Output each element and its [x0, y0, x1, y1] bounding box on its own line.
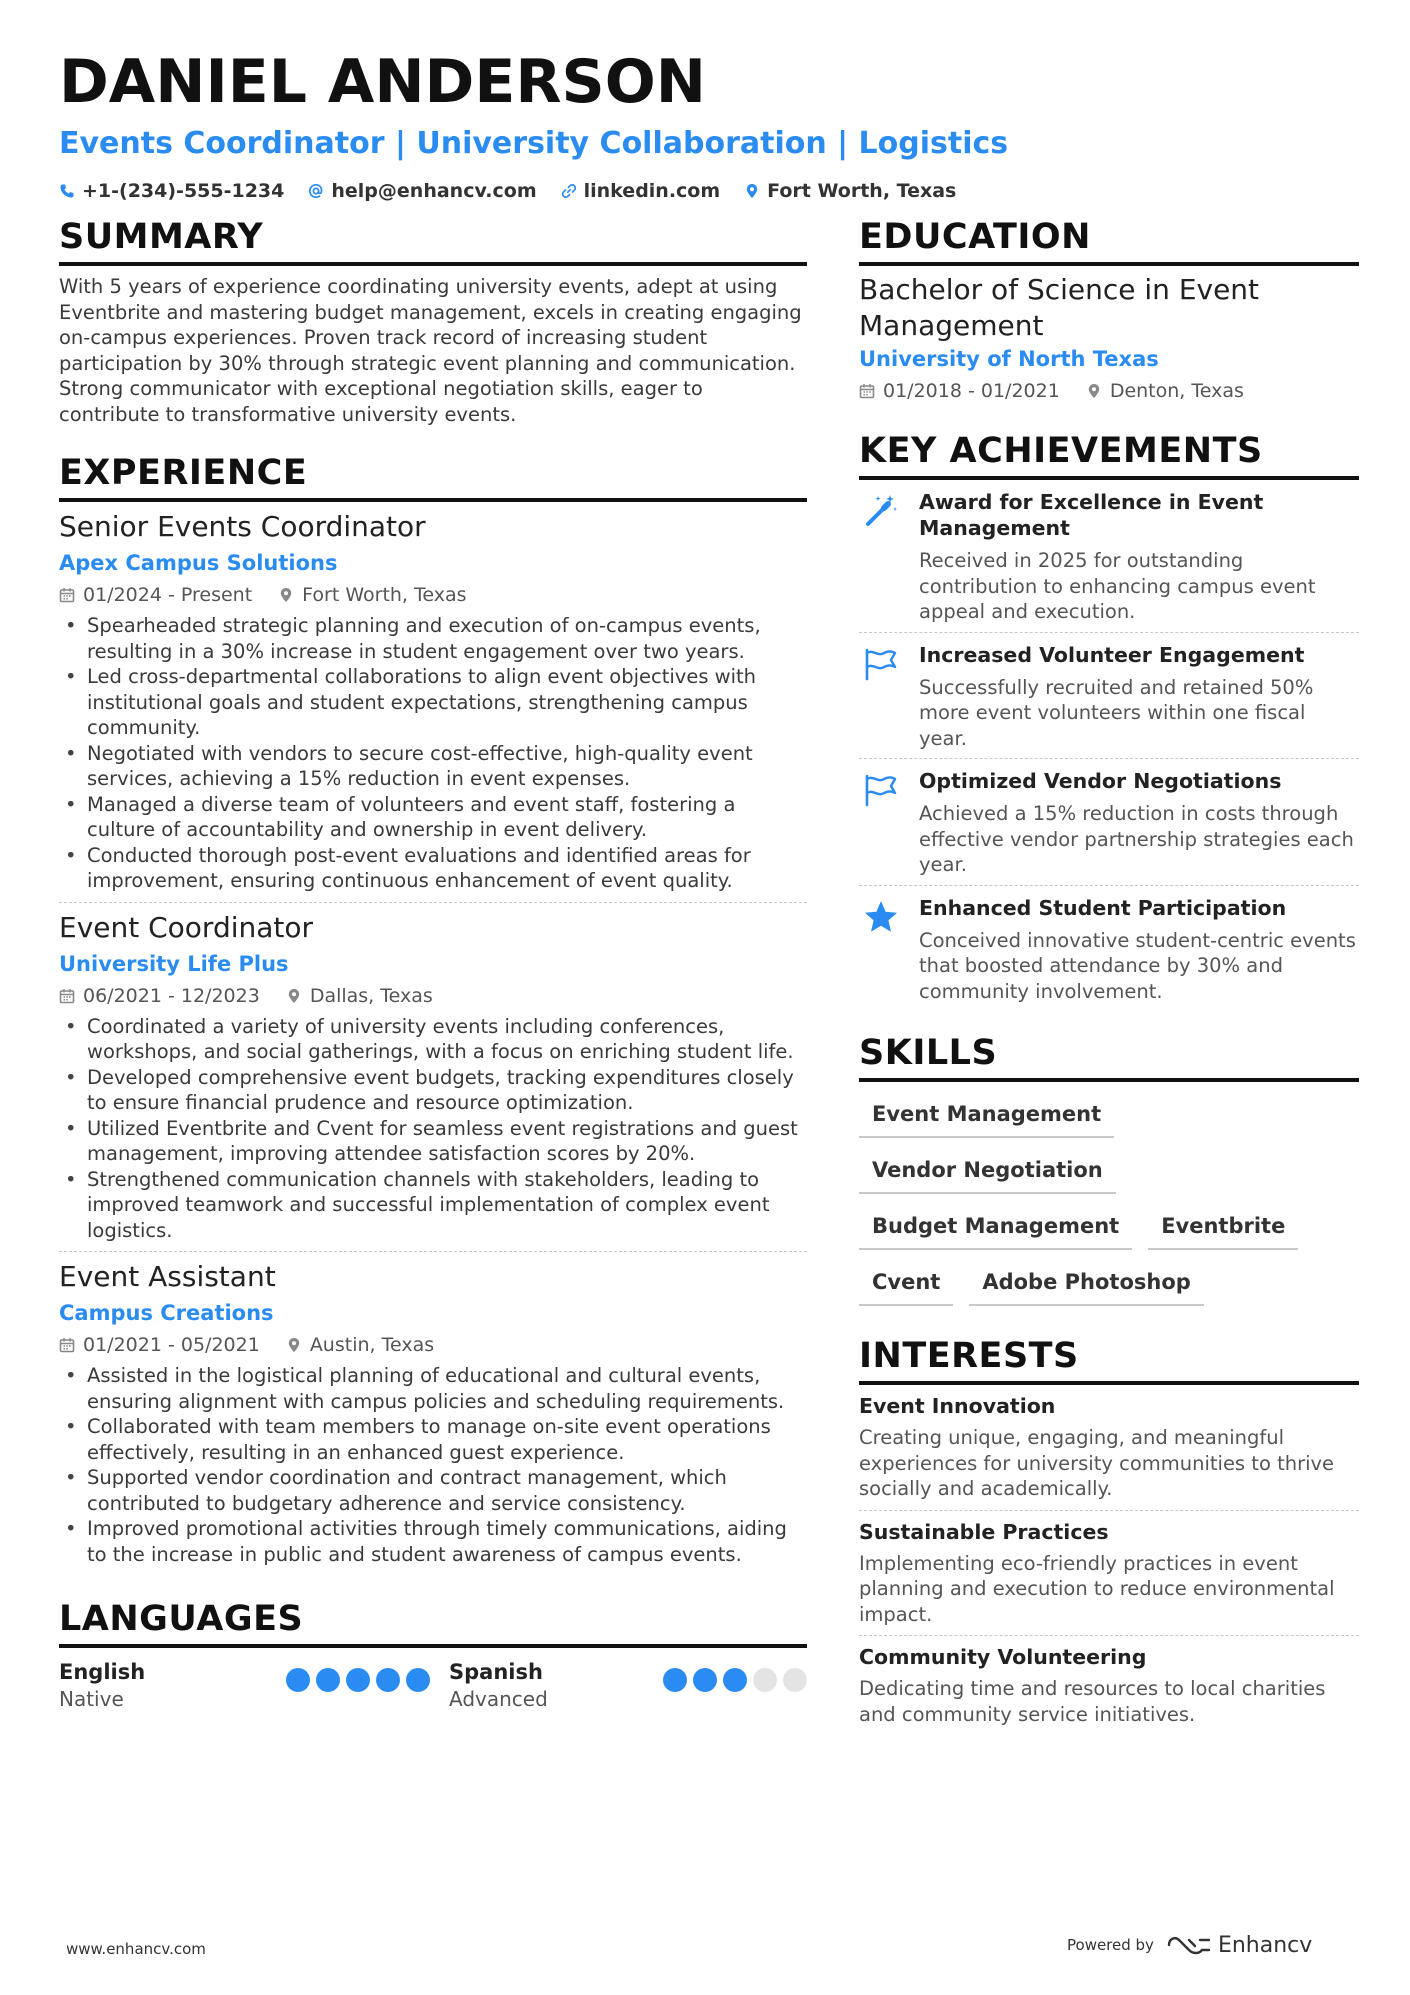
magic-wand-icon [859, 489, 903, 625]
job-dates [59, 982, 260, 1010]
language-text [449, 1658, 548, 1712]
education-dates [859, 377, 1060, 405]
star-icon [859, 895, 903, 1005]
footer-website[interactable]: www.enhancv.com [66, 1940, 206, 1958]
location-pin-icon [278, 586, 294, 604]
link-icon [561, 182, 577, 200]
achievements-section [859, 429, 1359, 1011]
right-column [859, 215, 1359, 1735]
location-pin-icon [286, 1336, 302, 1354]
interests-section [859, 1334, 1359, 1735]
job-dates [59, 581, 252, 609]
education-school: University of North Texas [859, 347, 1159, 371]
job-bullet: • Improved promotional activities through timely communications, aiding to the increase in public and student awareness of campus events. [59, 1516, 807, 1567]
job-title: Senior Events Coordinator [59, 510, 426, 543]
interest-desc: Dedicating time and resources to local charities and community service initiatives. [859, 1677, 1326, 1726]
job-bullet: • Led cross-departmental collaborations to align event objectives with institutional goals and student expectations, strengthening campus community. [59, 664, 807, 741]
achievement-item [859, 885, 1359, 1012]
job-location [286, 982, 433, 1010]
flag-icon [859, 768, 903, 878]
calendar-icon [59, 1336, 75, 1354]
achievement-title: Award for Excellence in Event Management [919, 490, 1264, 540]
enhancv-logo-icon [1166, 1932, 1212, 1958]
achievement-title: Increased Volunteer Engagement [919, 642, 1305, 667]
job-bullets [59, 1014, 807, 1244]
languages-heading: LANGUAGES [59, 1597, 807, 1648]
interest-desc: Implementing eco-friendly practices in event planning and execution to reduce environmental impact. [859, 1551, 1335, 1626]
achievement-desc: Received in 2025 for outstanding contribution to enhancing campus event appeal and execution. [919, 549, 1316, 623]
rating-dot-filled [723, 1668, 747, 1692]
job-bullet: • Collaborated with team members to manage on-site event operations effectively, resulting in an enhanced guest experience. [59, 1414, 807, 1465]
job-meta [59, 982, 807, 1010]
resume-header [59, 42, 1359, 204]
job-location-text: Austin, Texas [309, 1334, 435, 1356]
location-pin-icon [744, 182, 760, 200]
skill-tag: Adobe Photoshop [969, 1264, 1203, 1306]
achievement-body [919, 768, 1359, 878]
education-section [859, 215, 1359, 405]
languages-section [59, 1597, 807, 1712]
summary-heading: SUMMARY [59, 215, 807, 266]
job-bullets [59, 1363, 807, 1567]
contact-linkedin-text: linkedin.com [583, 180, 721, 202]
achievement-title: Optimized Vendor Negotiations [919, 769, 1282, 793]
interest-item [859, 1635, 1359, 1735]
skills-section [859, 1031, 1359, 1306]
job-title: Event Coordinator [59, 910, 314, 944]
language-level: Native [59, 1687, 124, 1711]
skill-tag: Cvent [859, 1264, 953, 1306]
experience-heading: EXPERIENCE [59, 451, 807, 502]
job-bullet: • Spearheaded strategic planning and execution of on-campus events, resulting in a 30% increase in student engagement over two years. [59, 613, 807, 664]
powered-by-label: Powered by [1067, 1936, 1154, 1954]
rating-dot-filled [316, 1668, 340, 1692]
achievement-item [859, 758, 1359, 885]
rating-dot-empty [783, 1668, 807, 1692]
interest-title: Event Innovation [859, 1394, 1056, 1418]
rating-dot-filled [663, 1668, 687, 1692]
skill-tag: Budget Management [859, 1208, 1132, 1250]
calendar-icon [59, 987, 75, 1005]
contact-bar [59, 178, 1359, 204]
rating-dot-filled [693, 1668, 717, 1692]
contact-location [744, 178, 956, 204]
language-rating [286, 1668, 430, 1712]
job-location [286, 1331, 434, 1359]
achievements-heading: KEY ACHIEVEMENTS [859, 429, 1359, 480]
interests-heading: INTERESTS [859, 1334, 1359, 1385]
interest-title: Community Volunteering [859, 1645, 1147, 1669]
job-bullet: • Utilized Eventbrite and Cvent for seamless event registrations and guest management, improving attendee satisfaction scores by 20%. [59, 1116, 807, 1167]
education-meta [859, 377, 1359, 405]
languages-row [59, 1658, 807, 1712]
job-bullet: • Managed a diverse team of volunteers and event staff, fostering a culture of accountability and ownership in event delivery. [59, 792, 807, 843]
left-column [59, 215, 807, 1712]
skill-tag: Event Management [859, 1096, 1114, 1138]
achievement-body [919, 489, 1359, 625]
achievement-desc: Conceived innovative student-centric events that boosted attendance by 30% and community involvement. [919, 928, 1356, 1003]
flag-icon [859, 642, 903, 752]
brand-name: Enhancv [1217, 1932, 1313, 1958]
contact-email-text: help@enhancv.com [331, 180, 537, 202]
language-item [59, 1658, 433, 1712]
education-location [1086, 377, 1244, 405]
skill-tag: Eventbrite [1148, 1208, 1298, 1250]
at-sign-icon [308, 182, 324, 200]
job-dates-text: 01/2021 - 05/2021 [83, 1334, 260, 1356]
calendar-icon [59, 586, 75, 604]
experience-section [59, 451, 807, 1567]
rating-dot-filled [406, 1668, 430, 1692]
candidate-headline: Events Coordinator | University Collaboration | Logistics [59, 126, 1009, 161]
location-pin-icon [286, 987, 302, 1005]
skill-tag: Vendor Negotiation [859, 1152, 1116, 1194]
achievement-title: Enhanced Student Participation [919, 895, 1287, 920]
achievement-body [919, 895, 1359, 1005]
job-bullet: • Conducted thorough post-event evaluations and identified areas for improvement, ensuring continuous enhancement of event quality. [59, 843, 807, 894]
phone-icon [59, 182, 75, 200]
contact-linkedin[interactable] [561, 178, 721, 204]
job-bullet: • Negotiated with vendors to secure cost-effective, high-quality event services, achieving a 15% reduction in event expenses. [59, 741, 807, 792]
contact-location-text: Fort Worth, Texas [767, 180, 957, 202]
experience-entry [59, 502, 807, 894]
location-pin-icon [1086, 382, 1102, 400]
job-meta [59, 1331, 807, 1359]
job-bullet: • Strengthened communication channels with stakeholders, leading to improved teamwork and successful implementation of complex event logistics. [59, 1167, 807, 1244]
job-dates [59, 1331, 260, 1359]
calendar-icon [859, 382, 875, 400]
achievement-body [919, 642, 1359, 752]
job-bullet: • Developed comprehensive event budgets, tracking expenditures closely to ensure financial prudence and resource optimization. [59, 1065, 807, 1116]
job-company: Campus Creations [59, 1301, 274, 1325]
rating-dot-empty [753, 1668, 777, 1692]
language-text [59, 1658, 145, 1712]
interest-item [859, 1510, 1359, 1636]
job-company: University Life Plus [59, 951, 289, 976]
job-location-text: Fort Worth, Texas [302, 584, 467, 606]
rating-dot-filled [286, 1668, 310, 1692]
summary-text: With 5 years of experience coordinating university events, adept at using Eventbrite and mastering budget management, excels in creating engaging on-campus experiences. Proven track record of increasing student participation by 30% through strategic event planning and communication. Strong communicator with exceptional negotiation skills, eager to contribute to transformative university events. [59, 275, 802, 426]
summary-section [59, 215, 807, 427]
contact-phone[interactable] [59, 178, 284, 204]
job-dates-text: 06/2021 - 12/2023 [83, 984, 260, 1007]
job-dates-text: 01/2024 - Present [83, 584, 253, 606]
achievement-item [859, 632, 1359, 759]
brand-logo [1166, 1932, 1312, 1958]
achievement-desc: Achieved a 15% reduction in costs through effective vendor partnership strategies each year. [919, 802, 1354, 876]
skills-heading: SKILLS [859, 1031, 1359, 1082]
interest-title: Sustainable Practices [859, 1519, 1109, 1544]
job-bullet: • Coordinated a variety of university events including conferences, workshops, and social gatherings, with a focus on enriching student life. [59, 1014, 807, 1065]
job-bullet: • Assisted in the logistical planning of educational and cultural events, ensuring alignment with campus policies and scheduling requirements. [59, 1363, 807, 1414]
skills-list [859, 1096, 1359, 1306]
education-dates-text: 01/2018 - 01/2021 [883, 380, 1060, 402]
footer-branding[interactable] [1067, 1932, 1312, 1958]
job-bullet: • Supported vendor coordination and contract management, which contributed to budgetary adherence and service consistency. [59, 1465, 807, 1516]
job-meta [59, 581, 807, 609]
language-item [433, 1658, 807, 1712]
job-location-text: Dallas, Texas [309, 984, 433, 1007]
language-level: Advanced [449, 1687, 548, 1711]
education-degree: Bachelor of Science in Event Management [859, 273, 1260, 342]
job-location [278, 581, 466, 609]
experience-entry [59, 1251, 807, 1567]
interest-desc: Creating unique, engaging, and meaningful experiences for university communities to thrive socially and academically. [859, 1426, 1335, 1500]
candidate-name: DANIEL ANDERSON [59, 47, 706, 117]
rating-dot-filled [376, 1668, 400, 1692]
contact-email[interactable] [308, 178, 536, 204]
achievement-desc: Successfully recruited and retained 50% more event volunteers within one fiscal year. [919, 675, 1314, 750]
interest-item [859, 1385, 1359, 1510]
education-heading: EDUCATION [859, 215, 1359, 266]
education-location-text: Denton, Texas [1109, 380, 1244, 402]
rating-dot-filled [346, 1668, 370, 1692]
experience-entry [59, 902, 807, 1244]
job-company: Apex Campus Solutions [59, 551, 338, 575]
language-name: Spanish [449, 1660, 543, 1684]
job-title: Event Assistant [59, 1260, 276, 1293]
contact-phone-text: +1-(234)-555-1234 [82, 180, 285, 202]
language-rating [663, 1668, 807, 1712]
job-bullets [59, 613, 807, 894]
achievement-item [859, 480, 1359, 632]
language-name: English [59, 1660, 146, 1684]
